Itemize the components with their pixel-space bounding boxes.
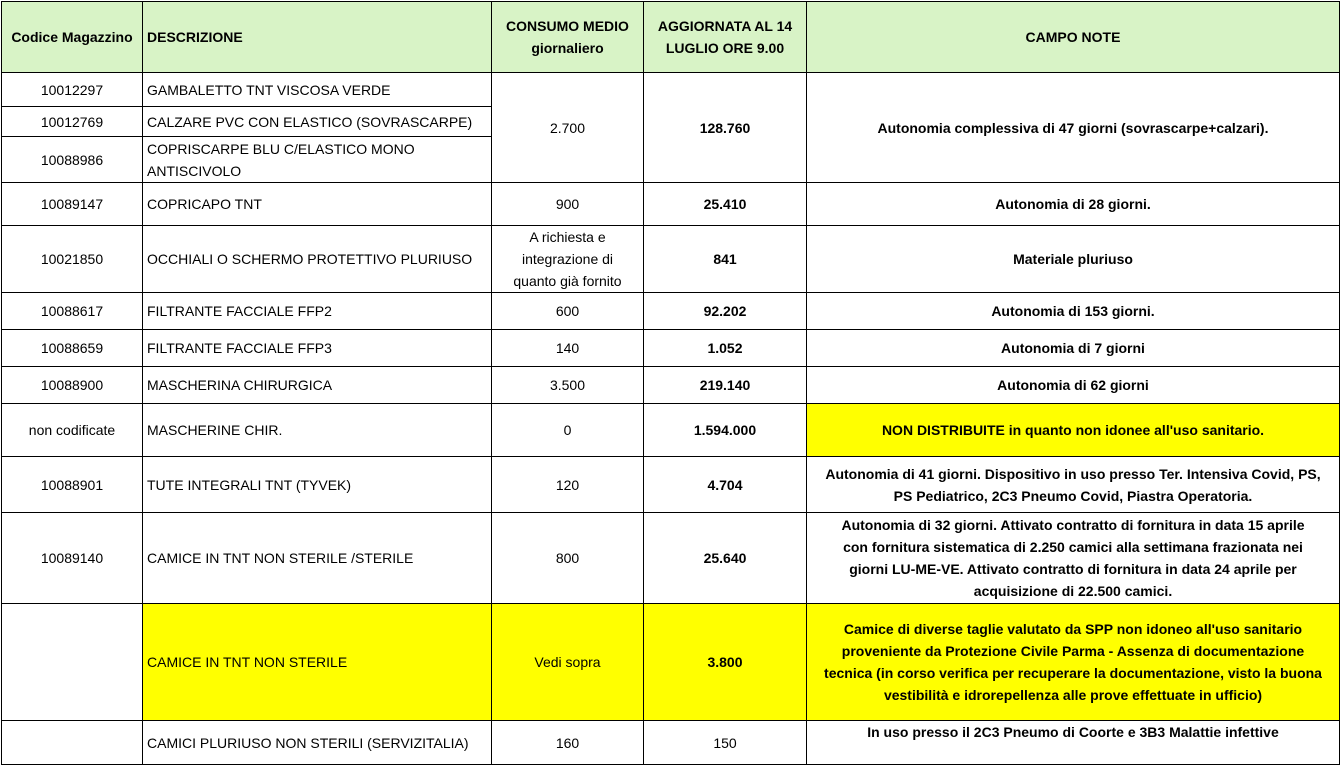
row-note: Autonomia di 62 giorni xyxy=(807,367,1340,404)
row-stock: 4.704 xyxy=(644,457,807,513)
row-consumo: 3.500 xyxy=(492,367,644,404)
row-code: 10012769 xyxy=(2,107,143,137)
header-description: DESCRIZIONE xyxy=(143,2,492,73)
row-stock: 1.594.000 xyxy=(644,404,807,457)
row-description: OCCHIALI O SCHERMO PROTETTIVO PLURIUSO xyxy=(143,226,492,293)
table-row xyxy=(2,330,1340,367)
header-note: CAMPO NOTE xyxy=(807,2,1340,73)
header-aggiornata: AGGIORNATA AL 14 LUGLIO ORE 9.00 xyxy=(644,2,807,73)
table-row xyxy=(2,721,1340,765)
row-consumo: 160 xyxy=(492,721,644,765)
row-note: Autonomia di 28 giorni. xyxy=(807,183,1340,226)
row-description: GAMBALETTO TNT VISCOSA VERDE xyxy=(143,73,492,107)
inventory-table xyxy=(1,1,1340,765)
table-row xyxy=(2,513,1340,604)
row-stock: 25.640 xyxy=(644,513,807,604)
row-description: CAMICI PLURIUSO NON STERILI (SERVIZITALIA) xyxy=(143,721,492,765)
row-note: Autonomia di 41 giorni. Dispositivo in uso presso Ter. Intensiva Covid, PS, PS Pediatrico, 2C3 Pneumo Covid, Piastra Operatoria. xyxy=(807,457,1340,513)
row-code: 10021850 xyxy=(2,226,143,293)
row-code: non codificate xyxy=(2,404,143,457)
table-row xyxy=(2,226,1340,293)
row-stock: 1.052 xyxy=(644,330,807,367)
row-consumo: 120 xyxy=(492,457,644,513)
row-stock: 3.800 xyxy=(644,604,807,721)
row-stock: 150 xyxy=(644,721,807,765)
row-consumo: 140 xyxy=(492,330,644,367)
row-consumo: 2.700 xyxy=(492,73,644,183)
row-consumo: 800 xyxy=(492,513,644,604)
row-note-highlighted: NON DISTRIBUITE in quanto non idonee all'uso sanitario. xyxy=(807,404,1340,457)
row-description: MASCHERINE CHIR. xyxy=(143,404,492,457)
row-consumo: 600 xyxy=(492,293,644,330)
table-row-highlighted xyxy=(2,604,1340,721)
row-note: Autonomia complessiva di 47 giorni (sovrascarpe+calzari). xyxy=(807,73,1340,183)
row-stock: 25.410 xyxy=(644,183,807,226)
row-description: CALZARE PVC CON ELASTICO (SOVRASCARPE) xyxy=(143,107,492,137)
row-code: 10012297 xyxy=(2,73,143,107)
row-code: 10089147 xyxy=(2,183,143,226)
header-consumo: CONSUMO MEDIO giornaliero xyxy=(492,2,644,73)
row-description: COPRICAPO TNT xyxy=(143,183,492,226)
row-description: CAMICE IN TNT NON STERILE /STERILE xyxy=(143,513,492,604)
row-note: Autonomia di 153 giorni. xyxy=(807,293,1340,330)
row-stock: 219.140 xyxy=(644,367,807,404)
header-row xyxy=(2,2,1340,73)
row-code: 10088901 xyxy=(2,457,143,513)
table-row xyxy=(2,183,1340,226)
row-consumo: Vedi sopra xyxy=(492,604,644,721)
row-code: 10088986 xyxy=(2,137,143,183)
row-stock: 92.202 xyxy=(644,293,807,330)
table-row xyxy=(2,73,1340,107)
table-row xyxy=(2,404,1340,457)
row-consumo: 900 xyxy=(492,183,644,226)
row-description: FILTRANTE FACCIALE FFP2 xyxy=(143,293,492,330)
row-description: COPRISCARPE BLU C/ELASTICO MONO ANTISCIVOLO xyxy=(143,137,492,183)
row-code xyxy=(2,604,143,721)
row-code: 10089140 xyxy=(2,513,143,604)
row-stock: 128.760 xyxy=(644,73,807,183)
row-description: TUTE INTEGRALI TNT (TYVEK) xyxy=(143,457,492,513)
table-row xyxy=(2,293,1340,330)
table-row xyxy=(2,367,1340,404)
row-stock: 841 xyxy=(644,226,807,293)
row-note: Camice di diverse taglie valutato da SPP non idoneo all'uso sanitario proveniente da Protezione Civile Parma - Assenza di documentazione tecnica (in corso verifica per recuperare la documentazione, visto la buona vestibilità e idrorepellenza alle prove effettuate in ufficio) xyxy=(807,604,1340,721)
row-code xyxy=(2,721,143,765)
row-description: FILTRANTE FACCIALE FFP3 xyxy=(143,330,492,367)
row-note: Materiale pluriuso xyxy=(807,226,1340,293)
table-row xyxy=(2,457,1340,513)
row-note: Autonomia di 32 giorni. Attivato contratto di fornitura in data 15 aprile con fornitura sistematica di 2.250 camici alla settimana frazionata nei giorni LU-ME-VE. Attivato contratto di fornitura in data 24 aprile per acquisizione di 22.500 camici. xyxy=(807,513,1340,604)
row-note: Autonomia di 7 giorni xyxy=(807,330,1340,367)
row-description: CAMICE IN TNT NON STERILE xyxy=(143,604,492,721)
row-consumo: 0 xyxy=(492,404,644,457)
row-code: 10088617 xyxy=(2,293,143,330)
row-code: 10088900 xyxy=(2,367,143,404)
row-consumo: A richiesta e integrazione di quanto già fornito xyxy=(492,226,644,293)
row-code: 10088659 xyxy=(2,330,143,367)
row-description: MASCHERINA CHIRURGICA xyxy=(143,367,492,404)
header-code: Codice Magazzino xyxy=(2,2,143,73)
row-note: In uso presso il 2C3 Pneumo di Coorte e 3B3 Malattie infettive xyxy=(807,721,1340,765)
